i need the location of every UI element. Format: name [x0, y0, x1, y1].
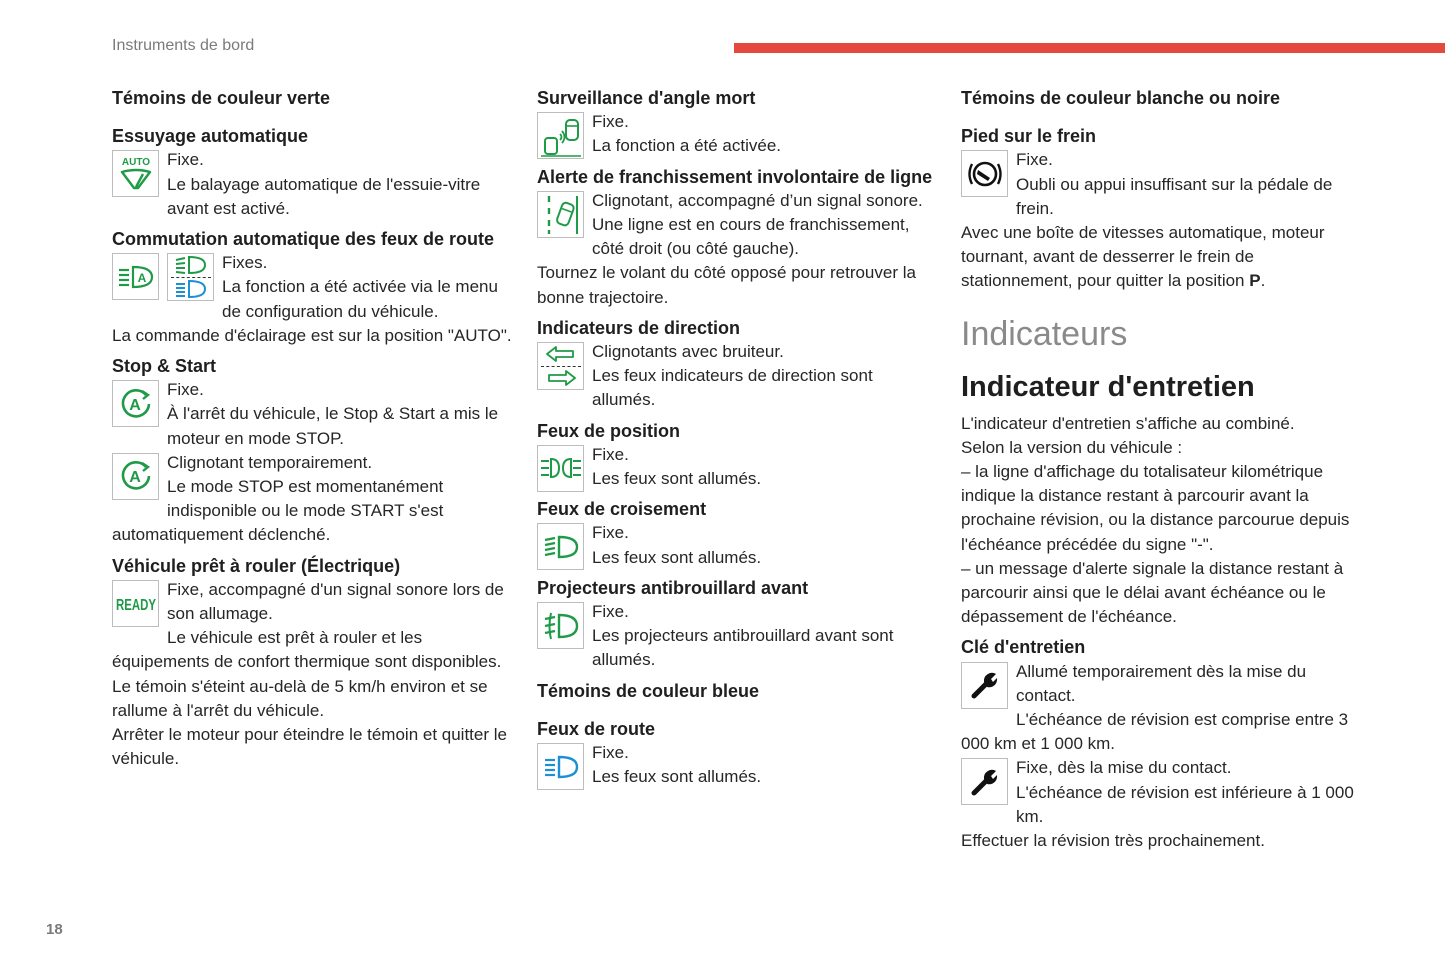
- wrench-fixed-icon: [961, 758, 1008, 805]
- direction-title: Indicateurs de direction: [537, 317, 741, 338]
- column-1: [112, 86, 512, 771]
- maintenance-p3: – la ligne d'affichage du totalisateur kilométrique indique la distance restant à parcourir avant la prochaine révision, ou la distance parcourue depuis l'échéance précédée du signe "-".: [961, 462, 1350, 554]
- front-fog-icon: [537, 602, 584, 649]
- brake-line1: Fixe.: [1016, 150, 1053, 170]
- column-3: [961, 86, 1361, 853]
- wrench-icon: [961, 662, 1008, 709]
- key-title: Clé d'entretien: [961, 637, 1086, 658]
- maintenance-title: Indicateur d'entretien: [961, 370, 1255, 403]
- ready-icon: [112, 580, 159, 627]
- maintenance-p4: – un message d'alerte signale la distance restant à parcourir ainsi que le délai avant échéance ou le dépassement de l'échéance.: [961, 558, 1344, 627]
- auto-wiper-icon: [112, 150, 159, 197]
- lane-departure-icon: [537, 191, 584, 238]
- running-header: Instruments de bord: [112, 37, 255, 54]
- svg-text:A: A: [128, 396, 141, 414]
- highbeam-line1: Fixe.: [592, 743, 629, 763]
- wiper-line2: Le balayage automatique de l'essuie-vitre avant est activé.: [167, 174, 481, 218]
- position-lights-icon: [537, 445, 584, 492]
- ready-title: Véhicule prêt à rouler (Électrique): [112, 555, 401, 576]
- svg-text:A: A: [128, 469, 141, 487]
- page-number: 18: [46, 921, 63, 938]
- svg-text:READY: READY: [115, 597, 156, 615]
- heading-green-warnings: Témoins de couleur verte: [112, 88, 331, 108]
- lane-line1: Clignotant, accompagné d’un signal sonore.: [592, 190, 923, 210]
- column-2: [537, 86, 937, 790]
- stopstart-b-line2: Le mode STOP est momentanément indisponible ou le mode START s'est automatiquement déclenché.: [112, 477, 444, 545]
- highbeam-auto-line1: Fixes.: [222, 253, 268, 273]
- lane-entry: [537, 189, 937, 310]
- stopstart-entry-a: [112, 378, 512, 451]
- lowbeam-line1: Fixe.: [592, 523, 629, 543]
- ready-line3: Le témoin s'éteint au-delà de 5 km/h environ et se rallume à l'arrêt du véhicule.: [112, 676, 488, 720]
- blindspot-title: Surveillance d'angle mort: [537, 88, 756, 108]
- wiper-title: Essuyage automatique: [112, 126, 309, 147]
- blindspot-line1: Fixe.: [592, 112, 629, 132]
- maintenance-p2: Selon la version du véhicule :: [961, 437, 1183, 457]
- ready-line2: Le véhicule est prêt à rouler et les équipements de confort thermique sont disponibles.: [112, 628, 502, 672]
- section-title-indicateurs: Indicateurs: [961, 314, 1128, 353]
- svg-text:A: A: [137, 270, 146, 285]
- brake-line2: Oubli ou appui insuffisant sur la pédale de frein.: [1016, 174, 1333, 218]
- highbeam-auto-line3: La commande d'éclairage est sur la position "AUTO".: [112, 325, 512, 345]
- direction-line1: Clignotants avec bruiteur.: [592, 342, 784, 362]
- brake-entry: [961, 148, 1361, 293]
- blindspot-entry: [537, 110, 937, 158]
- blindspot-line2: La fonction a été activée.: [592, 136, 782, 156]
- highbeam-line2: Les feux sont allumés.: [592, 767, 762, 787]
- lowbeam-entry: [537, 521, 937, 569]
- lowbeam-title: Feux de croisement: [537, 499, 707, 520]
- stop-start-icon: [112, 380, 159, 427]
- stopstart-title: Stop & Start: [112, 356, 217, 377]
- svg-text:AUTO: AUTO: [121, 156, 150, 168]
- fog-entry: [537, 600, 937, 673]
- key-a-line1: Allumé temporairement dès la mise du contact.: [1016, 661, 1307, 705]
- key-b-line3: Effectuer la révision très prochainement.: [961, 831, 1265, 851]
- ready-line4: Arrêter le moteur pour éteindre le témoin et quitter le véhicule.: [112, 725, 507, 769]
- key-entry-a: [961, 660, 1361, 757]
- fog-line2: Les projecteurs antibrouillard avant sont allumés.: [592, 626, 894, 670]
- brake-title: Pied sur le frein: [961, 126, 1097, 147]
- stop-start-blinking-icon: [112, 453, 159, 500]
- highbeam-auto-line2: La fonction a été activée via le menu de configuration du véhicule.: [222, 277, 498, 321]
- position-title: Feux de position: [537, 420, 681, 441]
- foot-on-brake-icon: [961, 150, 1008, 197]
- highbeam-green-blue-icon: [167, 253, 214, 301]
- stopstart-a-line2: À l'arrêt du véhicule, le Stop & Start a mis le moteur en mode STOP.: [167, 404, 499, 448]
- auto-headlamp-icon: [112, 253, 159, 300]
- high-beam-icon: [537, 743, 584, 790]
- wiper-line1: Fixe.: [167, 150, 204, 170]
- key-b-line1: Fixe, dès la mise du contact.: [1016, 758, 1232, 778]
- brake-line3: Avec une boîte de vitesses automatique, moteur tournant, avant de desserrer le frein de stationnement, pour quitter la position P.: [961, 223, 1325, 291]
- fog-title: Projecteurs antibrouillard avant: [537, 577, 809, 598]
- ready-line1: Fixe, accompagné d'un signal sonore lors de son allumage.: [167, 579, 504, 624]
- key-b-line2: L'échéance de révision est inférieure à 1 000 km.: [1016, 782, 1354, 826]
- stopstart-entry-b: [112, 451, 512, 548]
- direction-entry: [537, 340, 937, 413]
- turn-signal-icon: [537, 342, 584, 390]
- header-accent-bar: [734, 43, 1445, 53]
- wiper-entry: [112, 148, 512, 221]
- lane-line3: Tournez le volant du côté opposé pour retrouver la bonne trajectoire.: [537, 263, 916, 307]
- fog-line1: Fixe.: [592, 602, 629, 622]
- highbeam-auto-title: Commutation automatique des feux de route: [112, 229, 495, 250]
- key-a-line2: L'échéance de révision est comprise entre 3 000 km et 1 000 km.: [961, 710, 1349, 754]
- key-entry-b: [961, 756, 1361, 853]
- lane-title: Alerte de franchissement involontaire de ligne: [537, 166, 933, 187]
- heading-blue-warnings: Témoins de couleur bleue: [537, 680, 760, 701]
- lane-line2: Une ligne est en cours de franchissement, côté droit (ou côté gauche).: [592, 215, 910, 259]
- highbeam-auto-entry: [112, 251, 512, 348]
- blind-spot-icon: [537, 112, 584, 159]
- position-line2: Les feux sont allumés.: [592, 469, 762, 489]
- maintenance-p1: L'indicateur d'entretien s'affiche au combiné.: [961, 413, 1295, 433]
- stopstart-a-line1: Fixe.: [167, 380, 204, 400]
- highbeam-entry: [537, 741, 937, 789]
- highbeam-title: Feux de route: [537, 718, 656, 739]
- heading-white-warnings: Témoins de couleur blanche ou noire: [961, 88, 1281, 108]
- lowbeam-line2: Les feux sont allumés.: [592, 547, 762, 567]
- position-entry: [537, 443, 937, 491]
- stopstart-b-line1: Clignotant temporairement.: [167, 452, 373, 472]
- direction-line2: Les feux indicateurs de direction sont allumés.: [592, 366, 873, 410]
- low-beam-icon: [537, 523, 584, 570]
- ready-entry: [112, 578, 512, 772]
- position-line1: Fixe.: [592, 444, 629, 464]
